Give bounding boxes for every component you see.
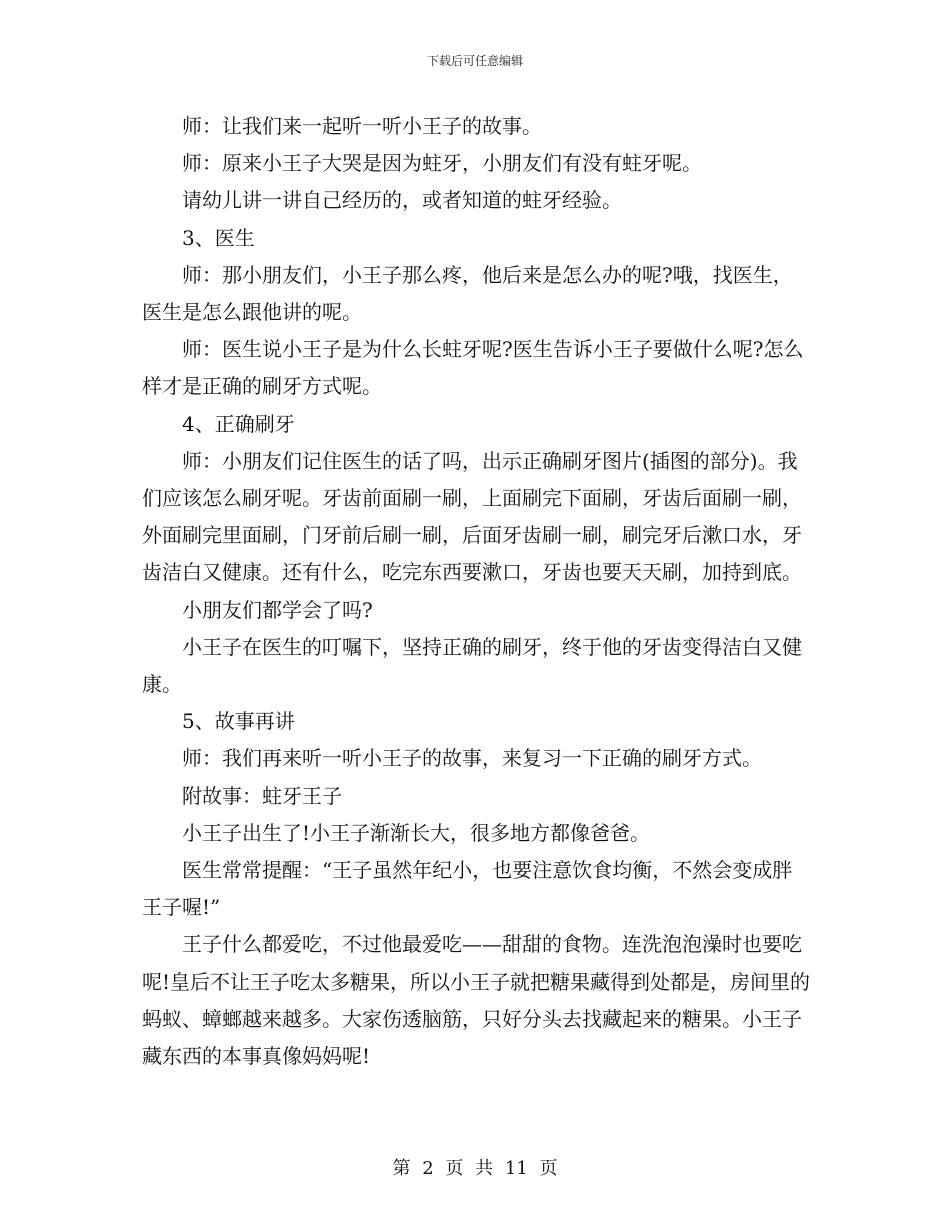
page-label-mid: 页 (445, 1158, 464, 1179)
total-label: 共 (475, 1158, 494, 1179)
section-heading: 5、故事再讲 (182, 709, 295, 734)
paragraph: 请幼儿讲一讲自己经历的，或者知道的蛀牙经验。 (182, 188, 622, 213)
page-number: 2 (422, 1158, 434, 1179)
body-text (142, 108, 812, 1075)
page-label-suffix: 页 (539, 1158, 558, 1179)
paragraph: 师：那小朋友们，小王子那么疼，他后来是怎么办的呢?哦，找医生，医生是怎么跟他讲的呢。 (142, 262, 793, 325)
section-heading: 3、医生 (182, 225, 255, 250)
page-label-prefix: 第 (392, 1158, 411, 1179)
total-pages: 11 (504, 1158, 528, 1179)
paragraph: 师：让我们来一起听一听小王子的故事。 (182, 114, 542, 138)
paragraph: 师：我们再来听一听小王子的故事，来复习一下正确的刷牙方式。 (182, 746, 762, 771)
paragraph: 医生常常提醒：“王子虽然年纪小，也要注意饮食均衡，不然会变成胖王子喔!” (142, 858, 793, 920)
paragraph: 师：小朋友们记住医生的话了吗，出示正确刷牙图片(插图的部分)。我们应该怎么刷牙呢。牙齿前面刷一刷，上面刷完下面刷，牙齿后面刷一刷，外面刷完里面刷，门牙前后刷一刷，后面牙齿刷一刷，刷完牙后漱口水，牙齿洁白又健康。还有什么，吃完东西要漱口，牙齿也要天天刷，加持到底。 (142, 448, 802, 585)
paragraph: 师：医生说小王子是为什么长蛀牙呢?医生告诉小王子要做什么呢?怎么样才是正确的刷牙方式呢。 (142, 337, 804, 399)
story-title: 附故事：蛀牙王子 (182, 783, 342, 808)
paragraph: 小朋友们都学会了吗? (182, 597, 373, 622)
section-heading: 4、正确刷牙 (182, 411, 295, 436)
paragraph: 师：原来小王子大哭是因为蛀牙，小朋友们有没有蛀牙呢。 (182, 151, 702, 176)
paragraph: 小王子出生了!小王子渐渐长大，很多地方都像爸爸。 (182, 820, 651, 845)
paragraph: 王子什么都爱吃，不过他最爱吃——甜甜的食物。连洗泡泡澡时也要吃呢!皇后不让王子吃太多糖果，所以小王子就把糖果藏得到处都是，房间里的蚂蚁、蟑螂越来越多。大家伤透脑筋，只好分头去找藏起来的糖果。小王子藏东西的本事真像妈妈呢! (142, 932, 811, 1069)
page-header: 下载后可任意编辑 (426, 54, 523, 68)
page-footer (0, 1154, 950, 1180)
paragraph: 小王子在医生的叮嘱下，坚持正确的刷牙，终于他的牙齿变得洁白又健康。 (142, 634, 802, 697)
